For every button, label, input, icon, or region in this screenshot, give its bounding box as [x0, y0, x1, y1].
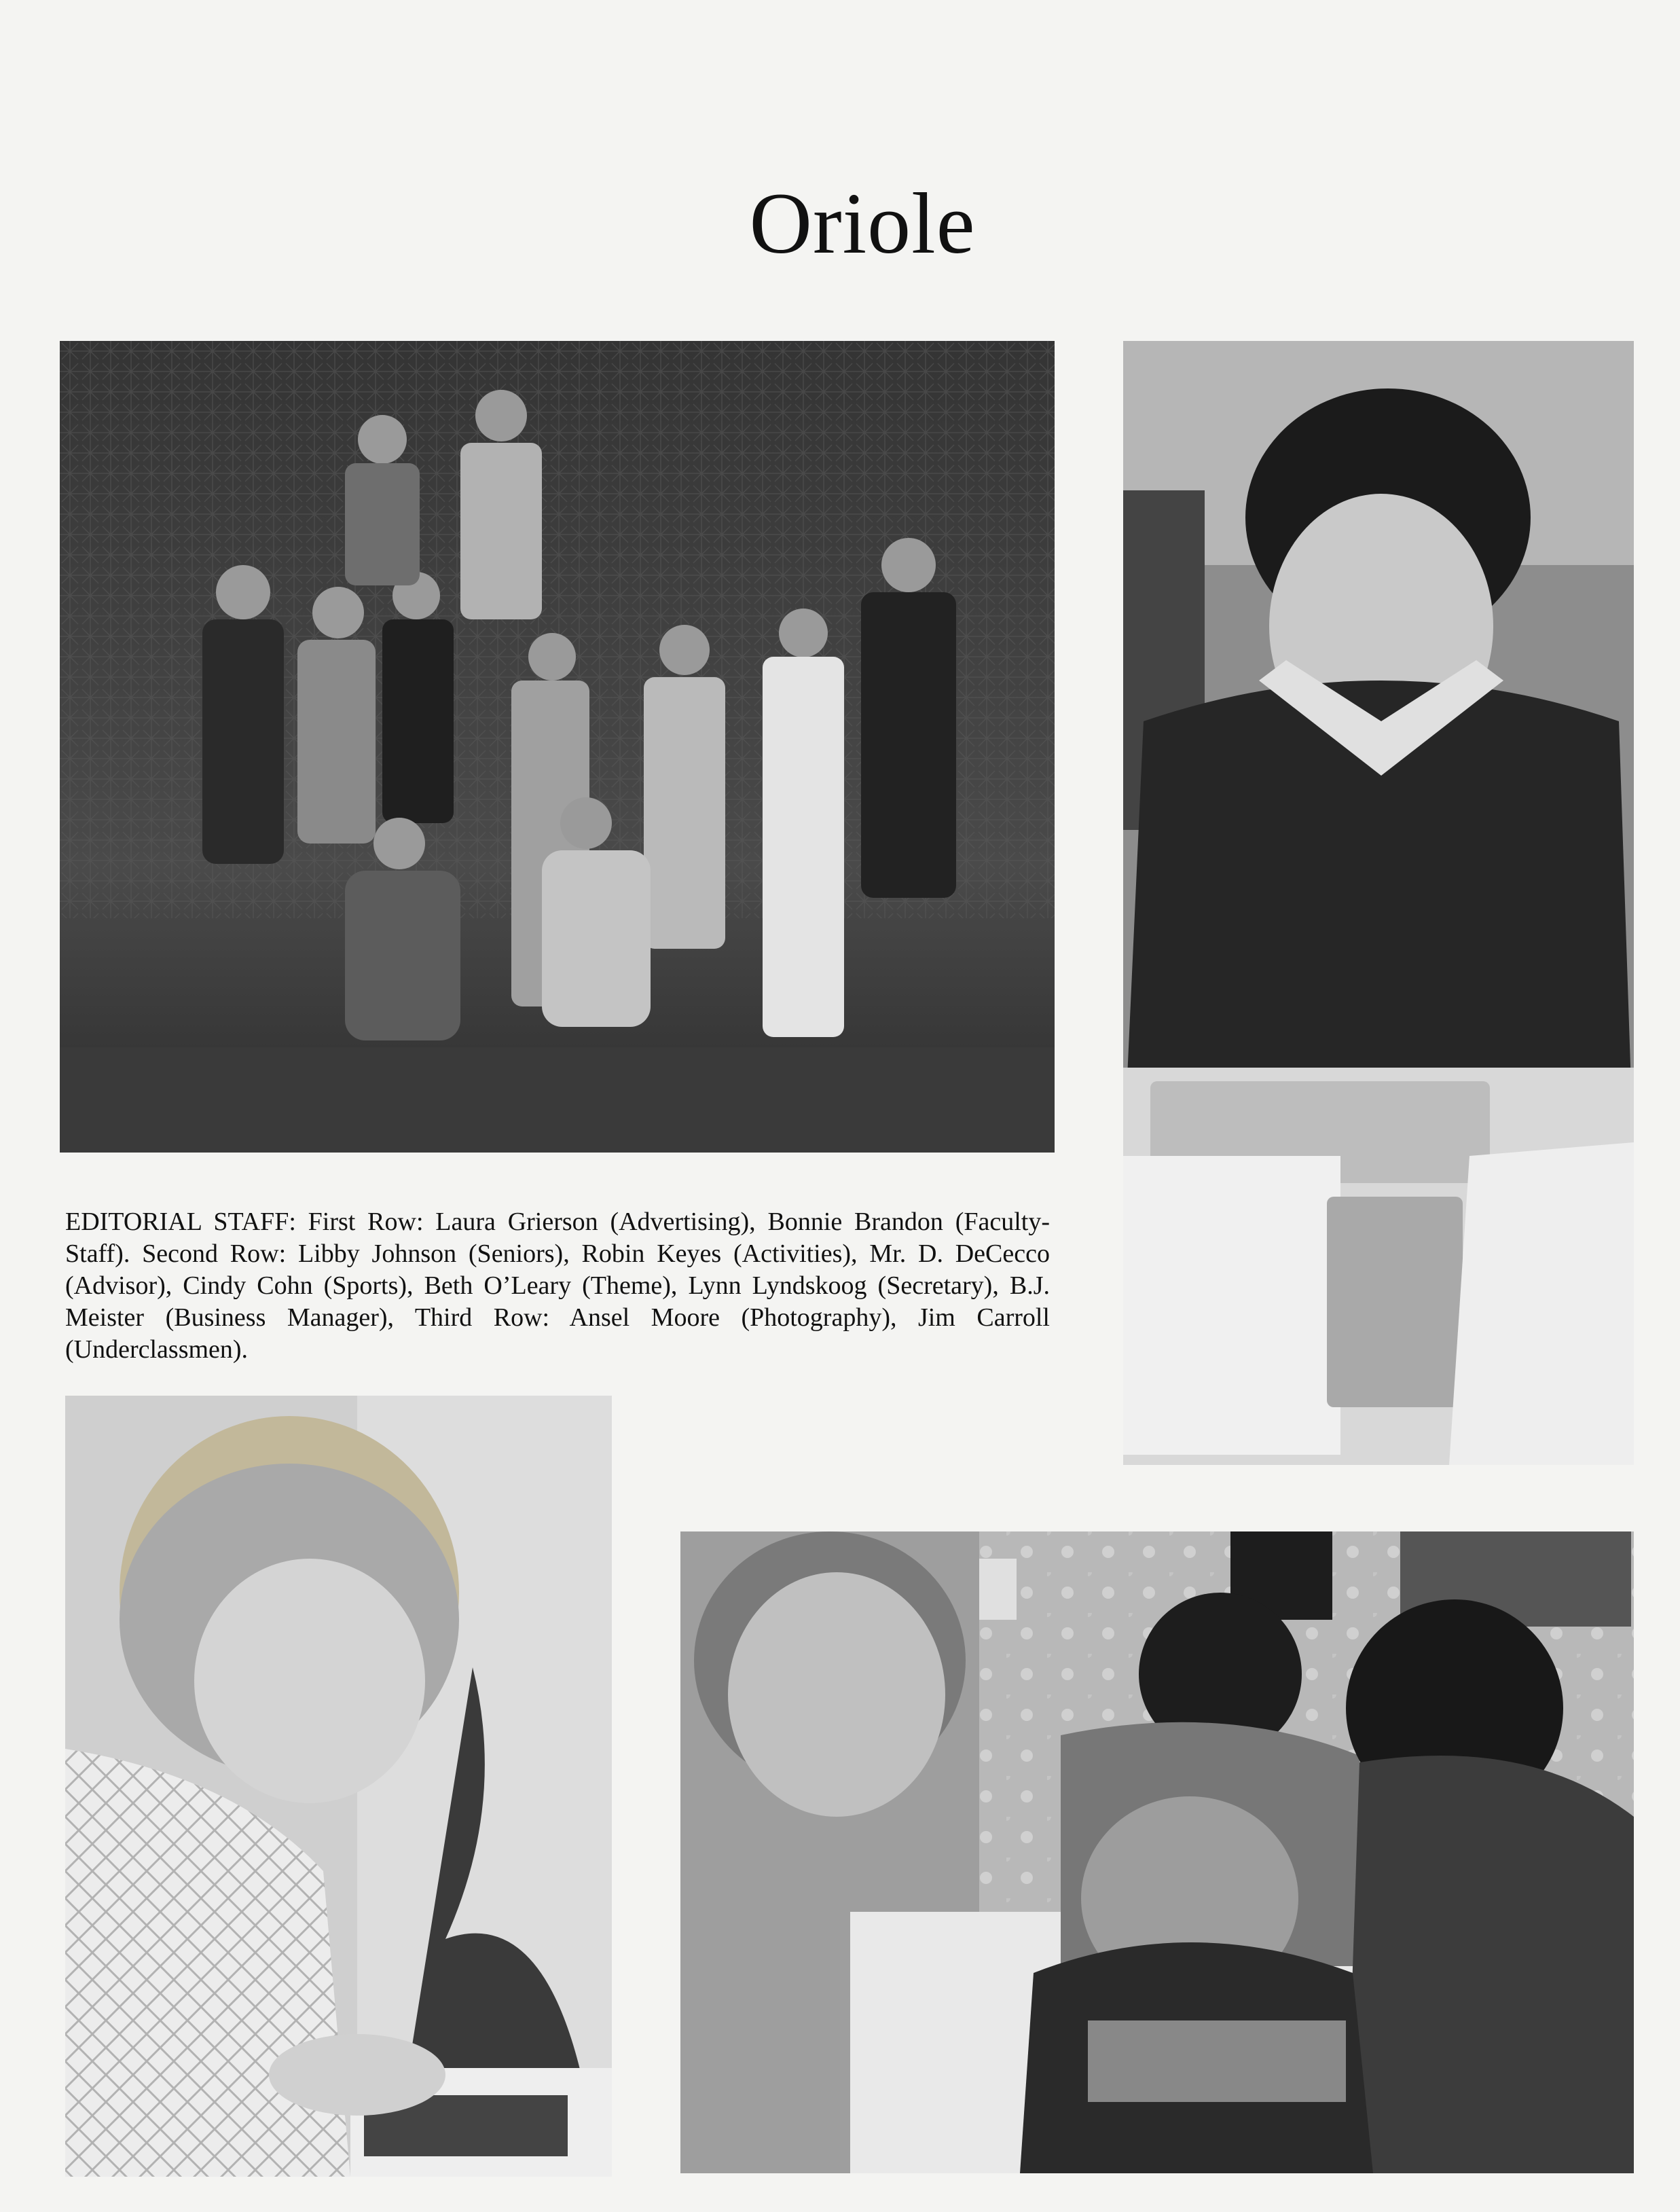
staff-caption: [65, 1206, 1050, 1366]
group-photo: [60, 341, 1055, 1153]
caption-text: EDITORIAL STAFF: First Row: Laura Grierson (Advertising), Bonnie Brandon (Faculty-Staff). Second Row: Libby Johnson (Seniors), Robin Keyes (Activities), Mr. D. DeCecco (Advisor), Cindy Cohn (Sports), Beth O’Leary (Theme), Lynn Lyndskoog (Secretary), B.J. Meister (Business Manager), Third Row: Ansel Moore (Photography), Jim Carroll (Underclassmen).: [65, 1208, 1050, 1364]
group-photo-image: [60, 341, 1055, 1153]
typing-student-photo-image: [65, 1396, 612, 2177]
typing-student-photo: [65, 1396, 612, 2177]
typewriter-photo: [1123, 341, 1634, 1465]
students-table-photo: [680, 1531, 1634, 2173]
page-title: Oriole: [749, 175, 976, 272]
typewriter-photo-image: [1123, 341, 1634, 1465]
students-table-photo-image: [680, 1531, 1634, 2173]
